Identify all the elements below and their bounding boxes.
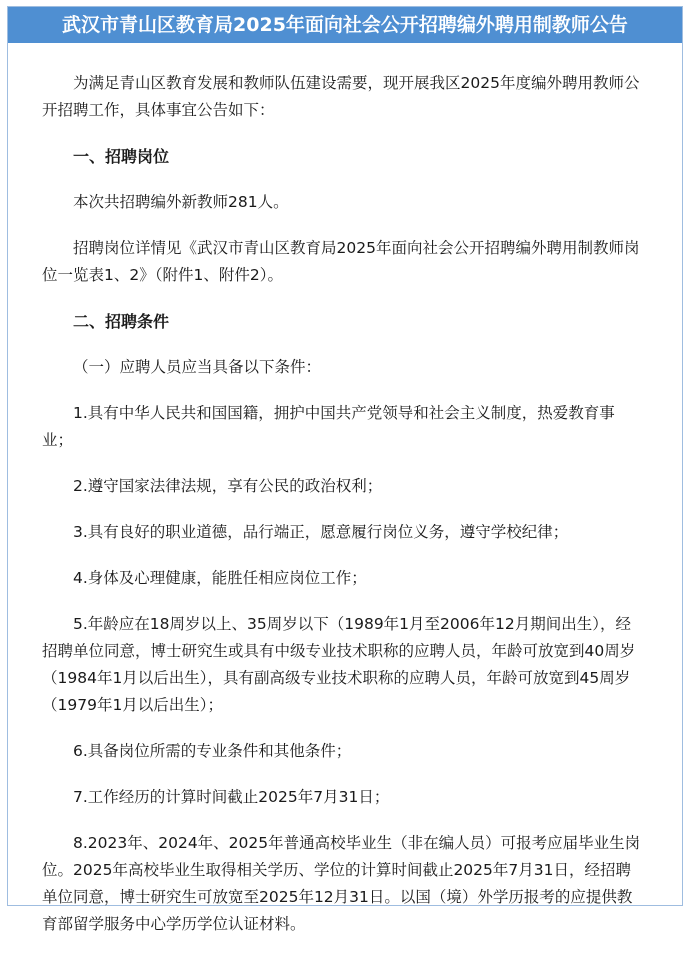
condition-item: 4.身体及心理健康，能胜任相应岗位工作；	[73, 569, 367, 587]
condition-item: 3.具有良好的职业道德，品行端正，愿意履行岗位义务，遵守学校纪律；	[73, 523, 569, 541]
condition-item: 5.年龄应在18周岁以上、35周岁以下（1989年1月至2006年12月期间出生），经招聘单位同意，博士研究生或具有中级专业技术职称的应聘人员，年龄可放宽到40周岁（1984年1月以后出生），具有副高级专业技术职称的应聘人员，年龄可放宽到45周岁（1979年1月以后出生）；	[42, 615, 636, 714]
section-heading-conditions: 二、招聘条件	[73, 312, 170, 331]
intro-paragraph: 为满足青山区教育发展和教师队伍建设需要，现开展我区2025年度编外聘用教师公开招聘工作，具体事宜公告如下：	[42, 74, 640, 119]
section-heading-positions: 一、招聘岗位	[73, 147, 170, 166]
announcement-body	[42, 70, 644, 957]
positions-count-paragraph: 本次共招聘编外新教师281人。	[73, 193, 289, 211]
condition-item: 1.具有中华人民共和国国籍，拥护中国共产党领导和社会主义制度，热爱教育事业；	[42, 404, 615, 449]
announcement-title: 武汉市青山区教育局2025年面向社会公开招聘编外聘用制教师公告	[8, 7, 682, 43]
condition-item: 2.遵守国家法律法规，享有公民的政治权利；	[73, 477, 383, 495]
condition-item: 6.具备岗位所需的专业条件和其他条件；	[73, 742, 352, 760]
positions-detail-paragraph: 招聘岗位详情见《武汉市青山区教育局2025年面向社会公开招聘编外聘用制教师岗位一览表1、2》（附件1、附件2）。	[42, 239, 640, 284]
condition-item: 8.2023年、2024年、2025年普通高校毕业生（非在编人员）可报考应届毕业生岗位。2025年高校毕业生取得相关学历、学位的计算时间截止2025年7月31日，经招聘单位同意，博士研究生可放宽至2025年12月31日。以国（境）外学历报考的应提供教育部留学服务中心学历学位认证材料。	[42, 834, 641, 933]
conditions-subheading: （一）应聘人员应当具备以下条件：	[73, 358, 322, 376]
condition-item: 7.工作经历的计算时间截止2025年7月31日；	[73, 788, 390, 806]
